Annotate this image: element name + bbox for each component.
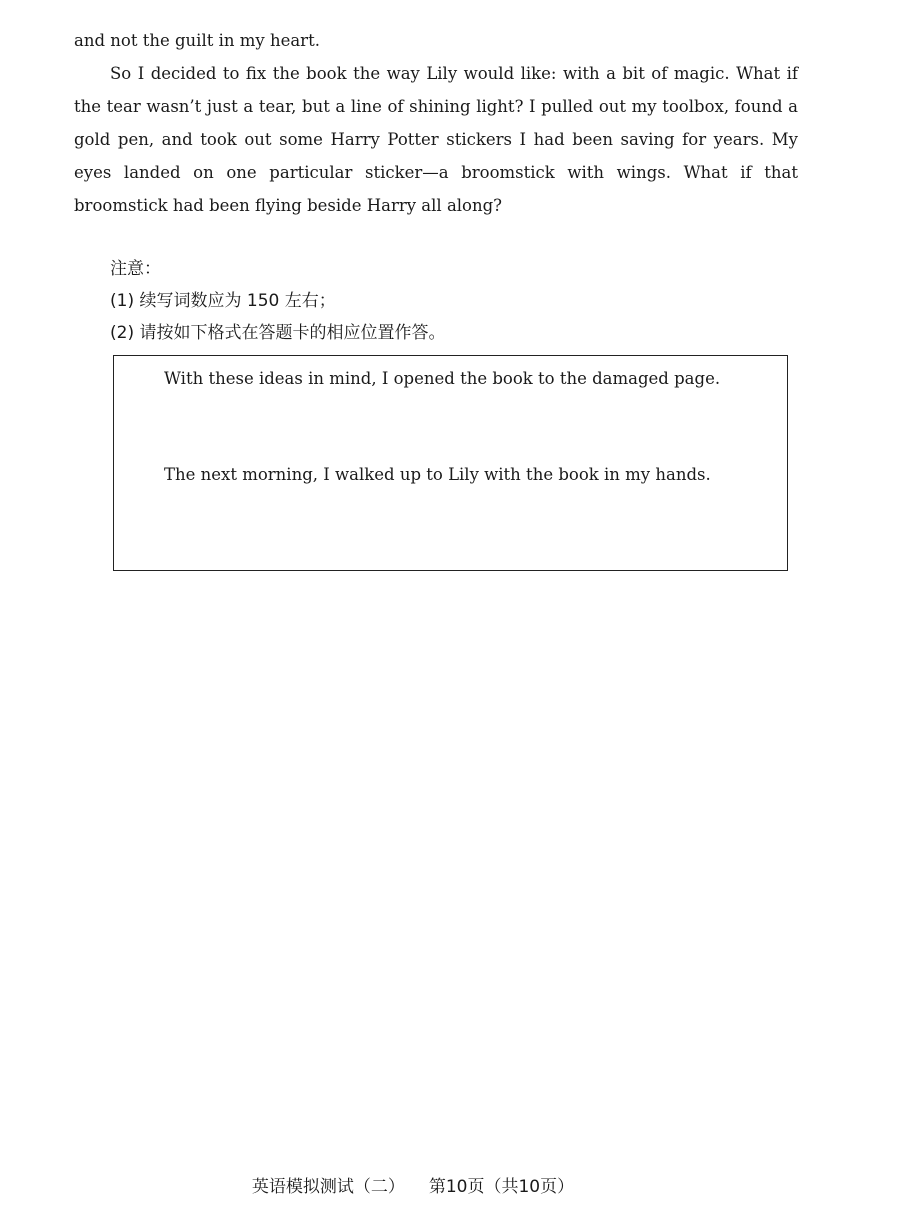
footer-page-number: 第10页（共10页） xyxy=(428,1177,575,1197)
footer-test-name: 英语模拟测试（二） xyxy=(251,1177,405,1197)
notes-item-2: (2) 请按如下格式在答题卡的相应位置作答。 xyxy=(110,323,446,343)
passage-continuation-line: and not the guilt in my heart. xyxy=(74,31,320,50)
paragraph1-opening-sentence: With these ideas in mind, I opened the book to the damaged page. xyxy=(164,369,721,388)
notes-heading: 注意： xyxy=(110,259,161,279)
notes-section xyxy=(110,253,445,349)
passage-paragraph: So I decided to fix the book the way Lily would like: with a bit of magic. What if the tear wasn’t just a tear, but a line of shining light? I pulled out my toolbox, found a gold pen, and took out some Harry Potter stickers I had been saving for years. My eyes landed on one particular sticker—a broomstick with wings. What if that broomstick had been flying beside Harry all along? xyxy=(74,64,798,215)
answer-format-box xyxy=(113,355,788,571)
notes-item-1: (1) 续写词数应为 150 左右； xyxy=(110,291,336,311)
page-footer xyxy=(0,1172,826,1197)
paragraph2-opening-sentence: The next morning, I walked up to Lily with the book in my hands. xyxy=(164,465,711,484)
